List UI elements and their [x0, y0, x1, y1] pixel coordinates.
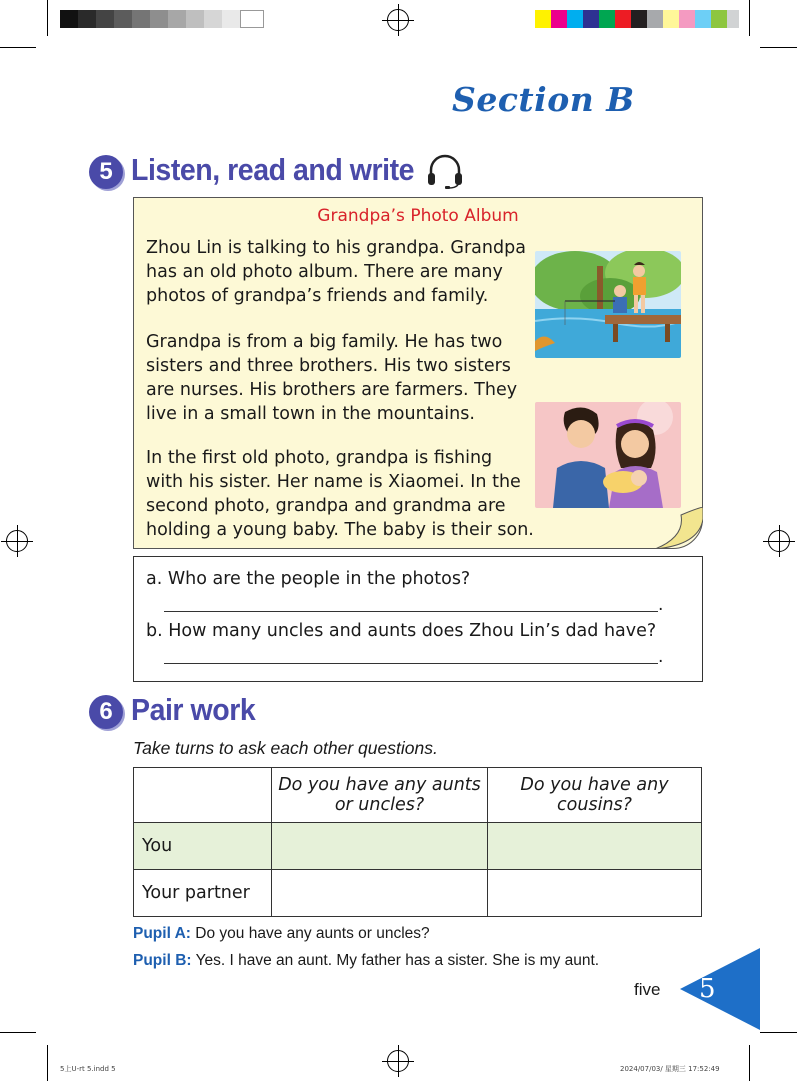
answer-cell[interactable]	[272, 823, 488, 870]
fishing-illustration	[535, 251, 681, 358]
activity-6-heading: Pair work	[131, 692, 256, 727]
headphones-icon	[425, 152, 465, 190]
question-b: b. How many uncles and aunts does Zhou Lin’s dad have?	[146, 621, 657, 641]
page-number-tab	[680, 948, 762, 1030]
paragraph-1: Zhou Lin is talking to his grandpa. Grandpa has an old photo album. There are many photos of grandpa’s friends and family.	[146, 238, 526, 306]
page-number: 5	[699, 974, 716, 1004]
answer-line-b[interactable]	[164, 663, 658, 664]
questions-box: a. Who are the people in the photos? . b. How many uncles and aunts does Zhou Lin’s dad have? .	[133, 556, 703, 682]
family-illustration	[535, 402, 681, 508]
story-title: Grandpa’s Photo Album	[317, 206, 519, 226]
question-a: a. Who are the people in the photos?	[146, 569, 471, 589]
page-number-word: five	[634, 980, 661, 999]
section-title: Section B	[452, 80, 635, 119]
row-label-partner: Your partner	[134, 870, 272, 917]
paragraph-3: In the first old photo, grandpa is fishing with his sister. Her name is Xiaomei. In the second photo, grandpa and grandma are holding a young baby. The baby is their son.	[146, 448, 534, 540]
activity-6-number: 6	[89, 695, 123, 729]
answer-line-a[interactable]	[164, 611, 658, 612]
pair-work-table	[133, 767, 702, 917]
answer-cell[interactable]	[488, 870, 702, 917]
page-curl	[655, 507, 703, 549]
instruction: Take turns to ask each other questions.	[133, 738, 438, 758]
row-label-you: You	[134, 823, 272, 870]
activity-5-heading: Listen, read and write	[131, 152, 415, 187]
dialog-line-a: Pupil A: Do you have any aunts or uncles?	[133, 925, 430, 942]
dialog-line-b: Pupil B: Yes. I have an aunt. My father has a sister. She is my aunt.	[133, 952, 600, 969]
paragraph-2: Grandpa is from a big family. He has two sisters and three brothers. His two sisters are nurses. His brothers are farmers. They live in a small town in the mountains.	[146, 332, 518, 424]
table-header-cousins: Do you have any cousins?	[488, 768, 702, 823]
answer-cell[interactable]	[488, 823, 702, 870]
story-box	[133, 197, 703, 549]
answer-cell[interactable]	[272, 870, 488, 917]
activity-5-number: 5	[89, 155, 123, 189]
table-header-empty	[134, 768, 272, 823]
slug-file: 5上U-rt 5.indd 5	[60, 1065, 116, 1073]
slug-date: 2024/07/03/ 星期三 17:52:49	[620, 1065, 720, 1073]
table-header-aunts-uncles: Do you have any aunts or uncles?	[272, 768, 488, 823]
